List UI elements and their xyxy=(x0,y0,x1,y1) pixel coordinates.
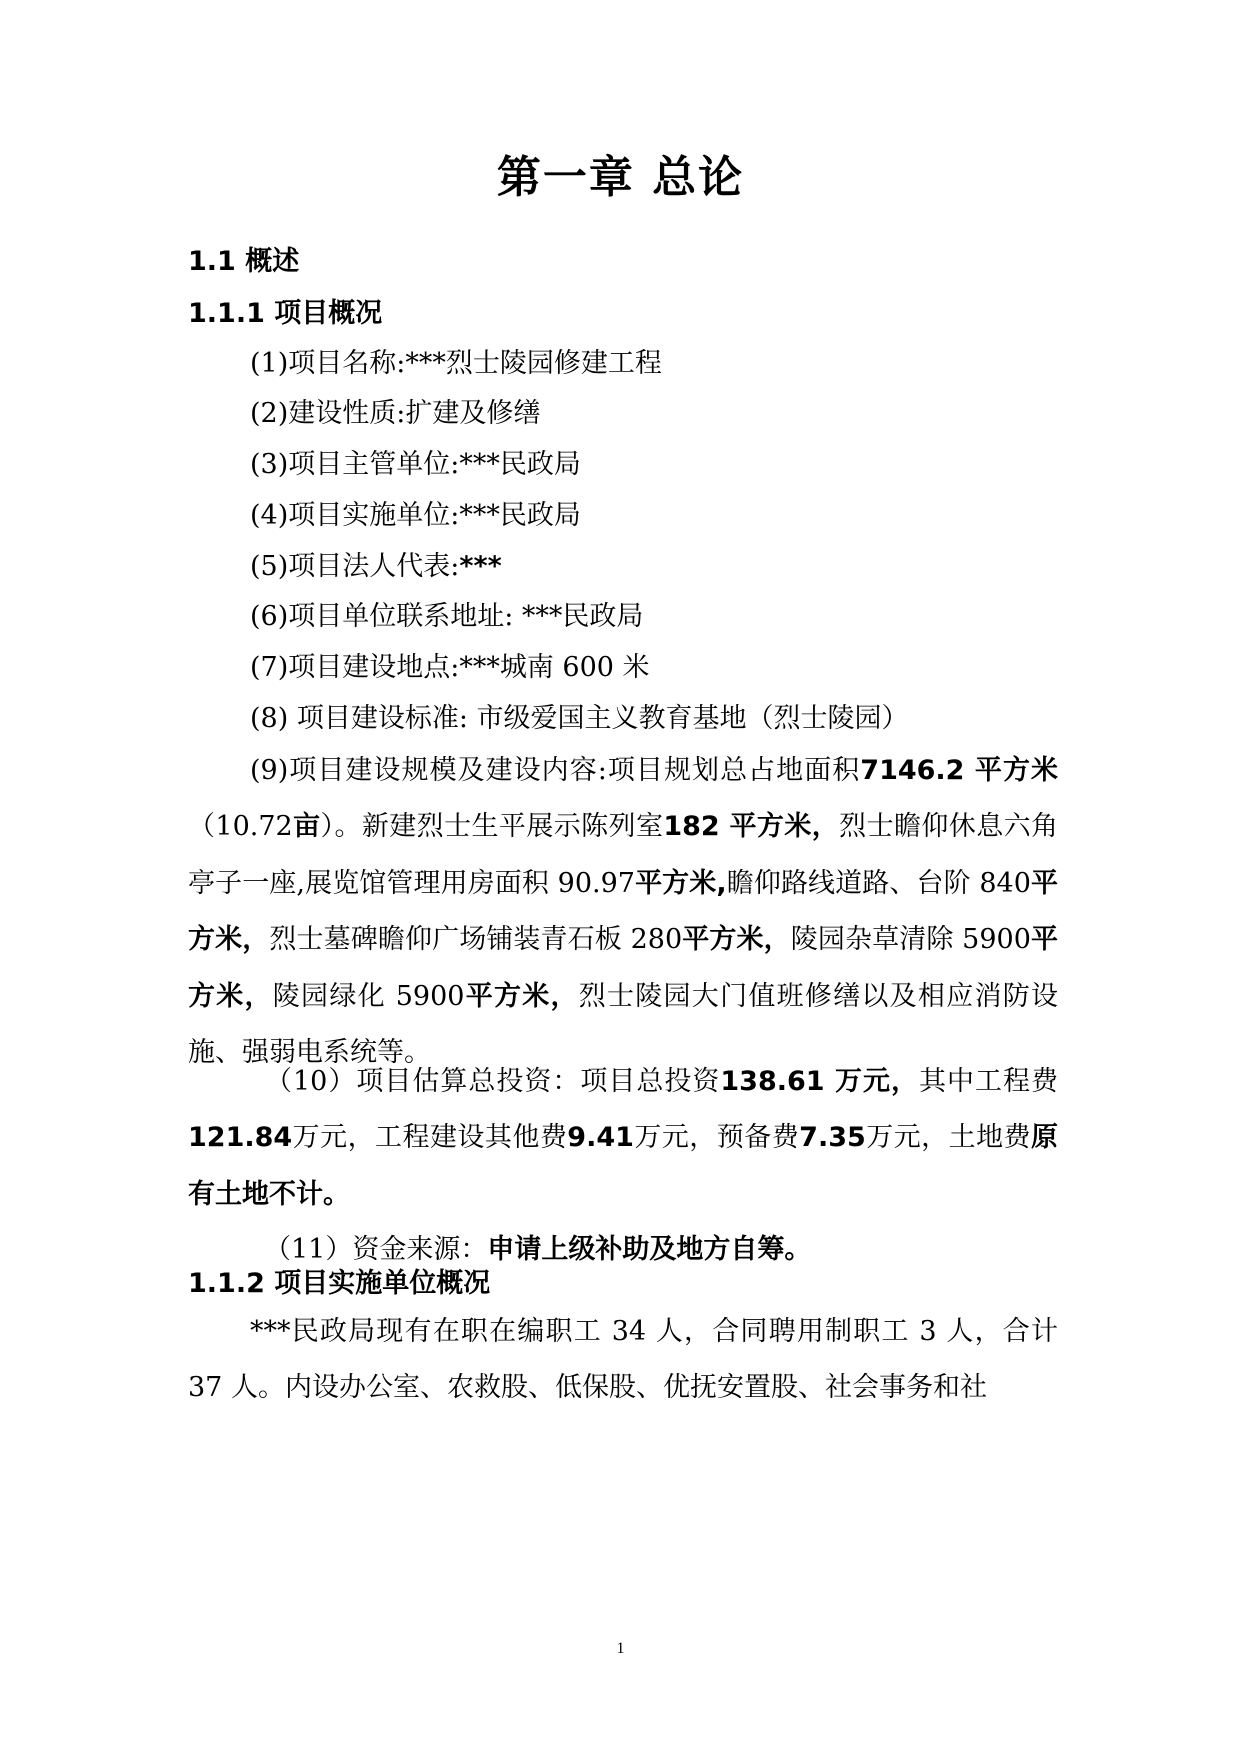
paragraph-investment xyxy=(188,1054,1058,1223)
p10-bold-2: 121.84 xyxy=(188,1122,293,1154)
p10-bold-4: 7.35 xyxy=(799,1122,866,1154)
item-supervising-unit: (3)项目主管单位:***民政局 xyxy=(250,449,581,480)
p9-text-7: 陵园杂草清除 5900 xyxy=(790,924,1031,956)
p9-text-2: （10.72 xyxy=(188,811,293,843)
p10-bold-5: 原有土地不计。 xyxy=(188,1122,1059,1210)
p10-bold-3: 9.41 xyxy=(567,1122,634,1154)
section-heading-1-1-2: 1.1.2 项目实施单位概况 xyxy=(188,1268,491,1299)
item-project-name: (1)项目名称:***烈士陵园修建工程 xyxy=(250,348,662,379)
p10-text-2: 其中工程费 xyxy=(919,1066,1059,1097)
chapter-title: 第一章 总论 xyxy=(496,152,745,203)
paragraph-scale-content xyxy=(188,743,1058,1081)
p9-text-9: 烈士陵园大门值班修缮以及相应消防设施、强弱电系统等。 xyxy=(188,980,1058,1069)
p9-bold-3: 182 平方米， xyxy=(663,811,840,843)
p9-bold-2: 亩 xyxy=(292,811,321,843)
section-heading-1-1-1: 1.1.1 项目概况 xyxy=(188,298,383,329)
item-legal-representative xyxy=(250,549,502,585)
item-construction-standard: (8) 项目建设标准: 市级爱国主义教育基地（烈士陵园） xyxy=(250,703,909,734)
item-construction-nature: (2)建设性质:扩建及修缮 xyxy=(250,398,541,429)
p9-bold-6: 平方米， xyxy=(682,924,791,956)
p9-text-8: 陵园绿化 5900 xyxy=(272,980,465,1012)
p12-text: ***民政局现有在职在编职工 34 人，合同聘用制职工 3 人，合计 37 人。内设办公室、农救股、低保股、优抚安置股、社会事务和社 xyxy=(188,1316,1058,1404)
item-legal-representative-value: *** xyxy=(459,551,502,582)
p9-text-1: (9)项目建设规模及建设内容:项目规划总占地面积 xyxy=(250,755,861,786)
item-implementing-unit: (4)项目实施单位:***民政局 xyxy=(250,500,581,531)
p9-bold-4: 平方米, xyxy=(634,867,727,899)
p10-text-3: 万元，工程建设其他费 xyxy=(292,1122,568,1154)
item-contact-address: (6)项目单位联系地址: ***民政局 xyxy=(250,601,644,632)
p9-bold-1: 7146.2 平方米 xyxy=(860,755,1058,786)
section-heading-1-1: 1.1 概述 xyxy=(188,246,300,277)
p9-bold-8: 平方米， xyxy=(464,980,579,1012)
p9-text-5: 瞻仰路线道路、台阶 840 xyxy=(726,867,1031,899)
page-number: 1 xyxy=(616,1640,625,1657)
p10-text-4: 万元，预备费 xyxy=(633,1122,800,1154)
p9-text-6: 烈士墓碑瞻仰广场铺装青石板 280 xyxy=(269,924,683,956)
item-construction-site: (7)项目建设地点:***城南 600 米 xyxy=(250,652,650,683)
p9-text-4: 烈士瞻仰休息六角亭子一座,展览馆管理用房面积 90.97 xyxy=(188,811,1059,899)
p9-text-3: ）。新建烈士生平展示陈列室 xyxy=(320,811,664,843)
p11-text-1: （11）资金来源： xyxy=(264,1234,488,1265)
p11-bold-1: 申请上级补助及地方自筹。 xyxy=(487,1234,812,1265)
p9-bold-5: 平方米， xyxy=(188,867,1058,956)
p10-bold-1: 138.61 万元， xyxy=(720,1066,919,1097)
p9-bold-7: 平方米， xyxy=(188,924,1059,1012)
p10-text-5: 万元，土地费 xyxy=(865,1122,1032,1154)
paragraph-unit-overview xyxy=(188,1304,1058,1417)
item-legal-representative-label: (5)项目法人代表: xyxy=(250,551,460,582)
p10-text-1: （10）项目估算总投资：项目总投资 xyxy=(264,1066,721,1097)
